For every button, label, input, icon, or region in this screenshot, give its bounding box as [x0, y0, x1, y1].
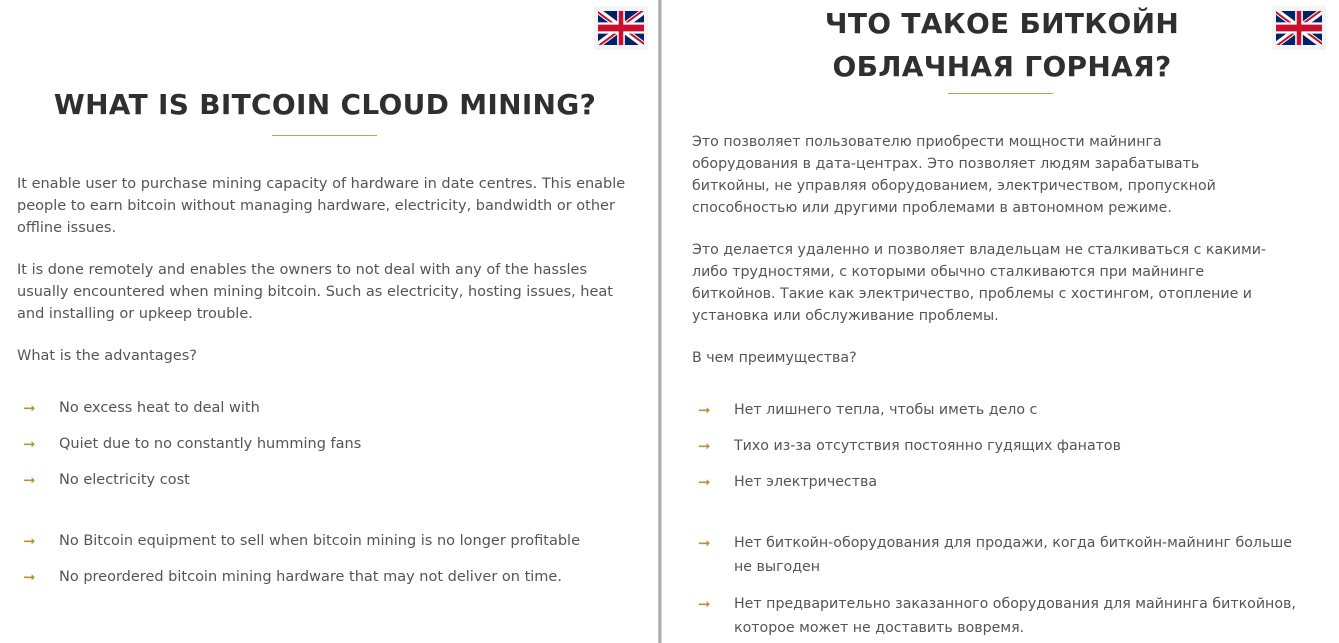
arrow-right-icon: ➞: [23, 568, 36, 586]
list-item-text: No excess heat to deal with: [59, 400, 260, 416]
list-item-text: No preordered bitcoin mining hardware that may not deliver on time.: [59, 569, 562, 585]
arrow-right-icon: ➞: [698, 595, 711, 613]
arrow-right-icon: ➞: [698, 437, 711, 455]
language-flag-button[interactable]: [1272, 6, 1326, 50]
list-item-text: Тихо из-за отсутствия постоянно гудящих фанатов: [734, 438, 1121, 454]
uk-flag-icon: [1276, 11, 1322, 45]
list-item: [698, 470, 1298, 494]
list-item: [698, 398, 1298, 422]
arrow-right-icon: ➞: [698, 534, 711, 552]
remote-paragraph: It is done remotely and enables the owners to not deal with any of the hassles usually encountered when mining bitcoin. Such as electricity, hosting issues, heat and installing or upkeep trouble.: [17, 262, 613, 322]
arrow-right-icon: ➞: [698, 473, 711, 491]
list-item: [698, 434, 1298, 458]
title-underline: [272, 135, 377, 136]
list-item-text: Нет лишнего тепла, чтобы иметь дело с: [734, 402, 1038, 418]
arrow-right-icon: ➞: [23, 532, 36, 550]
uk-flag-icon: [598, 11, 644, 45]
advantages-question: В чем преимущества?: [692, 350, 857, 366]
arrow-right-icon: ➞: [698, 401, 711, 419]
language-flag-button[interactable]: [594, 6, 648, 50]
list-item-text: Нет предварительно заказанного оборудования для майнинга биткойнов, которое может не доставить вовремя.: [734, 596, 1296, 636]
list-item-text: Quiet due to no constantly humming fans: [59, 436, 362, 452]
list-item: [23, 565, 643, 589]
intro-paragraph: Это позволяет пользователю приобрести мощности майнинга оборудования в дата-центрах. Это позволяет людям зарабатывать биткойны, не управляя оборудованием, электричеством, пропускной способностью или другими проблемами в автономном режиме.: [692, 134, 1216, 216]
arrow-right-icon: ➞: [23, 435, 36, 453]
arrow-right-icon: ➞: [23, 471, 36, 489]
list-item: [23, 468, 643, 492]
list-item-text: No electricity cost: [59, 472, 190, 488]
list-item: [698, 592, 1298, 640]
advantages-question: What is the advantages?: [17, 348, 197, 364]
list-item: [23, 396, 643, 420]
list-item-text: Нет электричества: [734, 474, 878, 490]
arrow-right-icon: ➞: [23, 399, 36, 417]
list-item: [698, 531, 1298, 579]
title-underline: [948, 93, 1053, 94]
intro-paragraph: It enable user to purchase mining capacity of hardware in date centres. This enable people to earn bitcoin without managing hardware, electricity, bandwidth or other offline issues.: [17, 176, 626, 236]
english-panel: [0, 0, 658, 643]
list-item: [23, 529, 643, 553]
section-title: WHAT IS BITCOIN CLOUD MINING?: [53, 88, 597, 121]
list-item: [23, 432, 643, 456]
section-title: ЧТО ТАКОЕ БИТКОЙН ОБЛАЧНАЯ ГОРНАЯ?: [824, 7, 1180, 83]
list-item-text: No Bitcoin equipment to sell when bitcoin mining is no longer profitable: [59, 533, 581, 549]
russian-panel: [662, 0, 1339, 643]
remote-paragraph: Это делается удаленно и позволяет владельцам не сталкиваться с какими-либо трудностями, с которыми обычно сталкиваются при майнинге биткойнов. Такие как электричество, проблемы с хостингом, отопление и установка или обслуживание проблемы.: [692, 242, 1267, 324]
list-item-text: Нет биткойн-оборудования для продажи, когда биткойн-майнинг больше не выгоден: [734, 535, 1293, 575]
